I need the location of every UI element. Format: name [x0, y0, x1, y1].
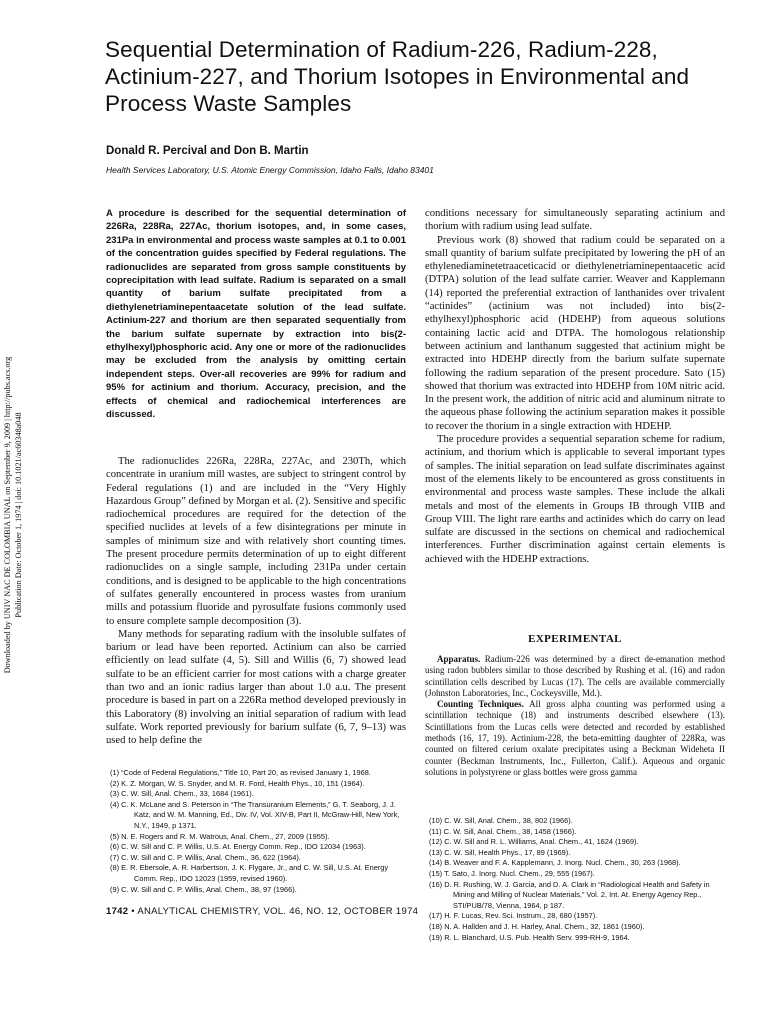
intro-paragraph: Many methods for separating radium with the insoluble sulfates of barium or lead have been reported. Actinium can also be carried efficiently on lead sulfate (4, 5). Sill and Willis (6, 7) showed lead sulfate to be an efficient carrier for most cations with a charge greater than two and an ionic radius larger than about 1.0 a.u. The present procedure is based in part on a 226Ra method developed previously in this Laboratory (8) involving an initial separation of radium with lead sulfate. Work reported previously for barium sulfate (6, 7, 9–13) was used to help define the [106, 628, 406, 747]
counting-label: Counting Techniques. [437, 699, 524, 710]
reference-item: (12) C. W. Sill and R. L. Williams, Anal. Chem., 41, 1624 (1969). [429, 837, 639, 847]
reference-item: (16) D. R. Rushing, W. J. Garcia, and D. A. Clark in “Radiological Health and Safety in Mining and Milling of Nuclear Materials,” Vol. 2, Int. At. Energy Agency Rep., STI/PUB/78, Vienna, 1964, p 187. [429, 879, 710, 910]
reference-item: (15) T. Sato, J. Inorg. Nucl. Chem., 29, 555 (1967). [429, 868, 595, 878]
reference-item: (6) C. W. Sill and C. P. Willis, U.S. At. Energy Comm. Rep., IDO 12034 (1963). [110, 842, 366, 852]
reference-item: (10) C. W. Sill, Anal. Chem., 38, 802 (1966). [429, 816, 573, 825]
reference-item: (13) C. W. Sill, Health Phys., 17, 89 (1969). [429, 847, 571, 857]
apparatus-label: Apparatus. [437, 654, 481, 664]
reference-item: (3) C. W. Sill, Anal. Chem., 33, 1684 (1961). [110, 789, 254, 799]
reference-item: (11) C. W. Sill, Anal. Chem., 38, 1458 (1966). [429, 826, 577, 836]
reference-item: (1) “Code of Federal Regulations,” Title 10, Part 20, as revised January 1, 1968. [110, 768, 371, 777]
author-affiliation: Health Services Laboratory, U.S. Atomic Energy Commission, Idaho Falls, Idaho 83401 [106, 165, 434, 175]
body-paragraph: The procedure provides a sequential separation scheme for radium, actinium, and thorium which is applicable to several important types of samples. The initial separation on lead sulfate discriminates against most of the elements likely to be encountered as gross constituents in environmental and process waste samples. These include the alkali metals and most of the elements in Groups IB through VIIB and Group VIII. The light rare earths and actinides which do carry on lead sulfate are discussed in the sections on chemical and radiochemical interferences. Further discrimination against certain elements is achieved with the HDEHP extractions. [425, 434, 725, 565]
right-column-text [425, 207, 725, 566]
reference-item: (18) N. A. Hallden and J. H. Harley, Anal. Chem., 32, 1861 (1960). [429, 921, 645, 931]
apparatus-paragraph [425, 654, 725, 699]
introduction-text [106, 455, 406, 748]
counting-paragraph [425, 699, 725, 778]
bullet-separator: • [131, 906, 135, 917]
reference-item: (17) H. F. Lucas, Rev. Sci. Instrum., 28, 680 (1957). [429, 911, 598, 921]
reference-item: (19) R. L. Blanchard, U.S. Pub. Health Serv. 999-RH-9, 1964. [429, 932, 630, 942]
body-paragraph: conditions necessary for simultaneously separating actinium and thorium with radium using lead sulfate. [425, 208, 725, 233]
publication-info-line: Publication Date: October 1, 1974 | doi: 10.1021/ac60348a048 [14, 412, 23, 618]
intro-paragraph: The radionuclides 226Ra, 228Ra, 227Ac, and 230Th, which concentrate in uranium mill wastes, are subject to stringent control by Federal regulations (1) and are included in the “Very Highly Hazardous Group” defined by Morgan et al. (2). Sensitive and specific radiochemical procedures are required for the detection of the specified nuclides at levels of a few disintegrations per minute in samples of minimum size and with relatively short counting times. The present procedure permits determination of up to eight different radionuclides on a single sample, including 231Pa under certain conditions, and is designed to be applicable to the high concentrations of sulfates generally encountered in process wastes from uranium mills and potassium fluoride and pyrosulfate fusions commonly used to ensure complete sample decomposition (3). [106, 456, 406, 627]
references-right [425, 816, 725, 943]
reference-item: (2) K. Z. Morgan, W. S. Snyder, and M. R. Ford, Health Phys., 10, 151 (1964). [110, 778, 365, 788]
section-heading: EXPERIMENTAL [528, 633, 622, 645]
reference-item: (8) E. R. Ebersole, A. R. Harbertson, J. K. Flygare, Jr., and C. W. Sill, U.S. At. Energy Comm. Rep., IDO 12023 (1959, revised 1960). [110, 863, 389, 883]
experimental-section [425, 654, 725, 778]
counting-text: All gross alpha counting was performed using a scintillation technique (18) and instruments described elsewhere (13). Scintillations from the Lucas cells were detected and recorded by established methods (16, 17, 19). Actinium-228, the beta-emitting daughter of 228Ra, was counted on filtered cerium oxalate precipitates using a Beckman Wideheta II counter (Beckman Instruments, Inc., Fullerton, Calif.). Aqueous and organic solutions in polystyrene or glass bottles were gross gamma [425, 699, 726, 777]
apparatus-text: Radium-226 was determined by a direct de-emanation method using radon bubblers similar to those described by Rushing et al. (16) and radon scintillation cells described by Lucas (17). The cells are available commercially (Johnston Laboratories, Inc., Cockeysville, Md.). [425, 654, 725, 698]
page-number: 1742 [106, 906, 129, 917]
abstract: A procedure is described for the sequential determination of 226Ra, 228Ra, 227Ac, thorium isotopes, and, in some cases, 231Pa in environmental and process waste samples at 0.1 to 0.001 of the concentration guides specified by Federal regulations. The radionuclides are separated from gross sample constituents by coprecipitation with lead sulfate. Radium is separated on a small quantity of barium sulfate precipitated from a diethylenetriaminepentaacetate solution of the lead sulfate. Actinium-227 and thorium are then separated sequentially from the barium sulfate supernate by extraction into bis(2-ethylhexyl)phosphoric acid. Any one or more of the radionuclides may be excluded from the analysis by omitting certain independent steps. Over-all recoveries are 99% for radium and 95% for actinium and thorium. Accuracy, precision, and the effects of chemical and radiochemical interferences are discussed. [106, 208, 406, 421]
download-info-line: Downloaded by UNIV NAC DE COLOMBIA UNAL on September 9, 2009 | http://pubs.acs.org [3, 356, 12, 674]
page-footer [106, 906, 418, 917]
reference-item: (9) C. W. Sill and C. P. Willis, Anal. Chem., 38, 97 (1966). [110, 884, 297, 894]
reference-item: (5) N. E. Rogers and R. M. Watrous, Anal. Chem., 27, 2009 (1955). [110, 831, 330, 841]
references-left [106, 768, 406, 895]
reference-item: (14) B. Weaver and F. A. Kapplemann, J. Inorg. Nucl. Chem., 30, 263 (1968). [429, 858, 681, 868]
download-watermark [2, 300, 36, 730]
journal-citation: ANALYTICAL CHEMISTRY, VOL. 46, NO. 12, OCTOBER 1974 [137, 906, 419, 917]
reference-item: (7) C. W. Sill and C. P. Willis, Anal. Chem., 36, 622 (1964). [110, 852, 301, 862]
article-title: Sequential Determination of Radium-226, Radium-228, Actinium-227, and Thorium Isotopes in Environmental and Process Waste Samples [105, 37, 690, 116]
article-authors: Donald R. Percival and Don B. Martin [106, 145, 309, 157]
body-paragraph: Previous work (8) showed that radium could be separated on a small quantity of barium sulfate precipitated by lowering the pH of an ethylenediaminetetraaceticacid or diethylenetriaminepentaacetic acid (DTPA) solution of the lead sulfate carrier. Weaver and Kapplemann (14) reported the preferential extraction of lanthanides over trivalent “actinides” (actinium was not included) into bis(2-ethylhexyl)phosphoric acid (HDEHP) from aqueous solutions containing lactic acid and DTPA. The homologous relationship between actinium and lanthanum suggested that actinium might be extracted into HDEHP directly from the barium sulfate supernate following the radium separation of the present procedure. Sato (15) showed that thorium was extracted into HDEHP from 10M nitric acid. In the present work, the addition of nitric acid and aluminum nitrate to the aqueous phase following the actinium separation makes it possible to recover the thorium in a single extraction with HDEHP. [425, 234, 725, 432]
reference-item: (4) C. K. McLane and S. Peterson in “The Transuranium Elements,” G. T. Seaborg, J. J. Katz, and W. M. Manning, Ed., Div. IV, Vol. XIV-B, Part II, McGraw-Hill, New York, N.Y., 1949, p 1371. [110, 799, 400, 830]
